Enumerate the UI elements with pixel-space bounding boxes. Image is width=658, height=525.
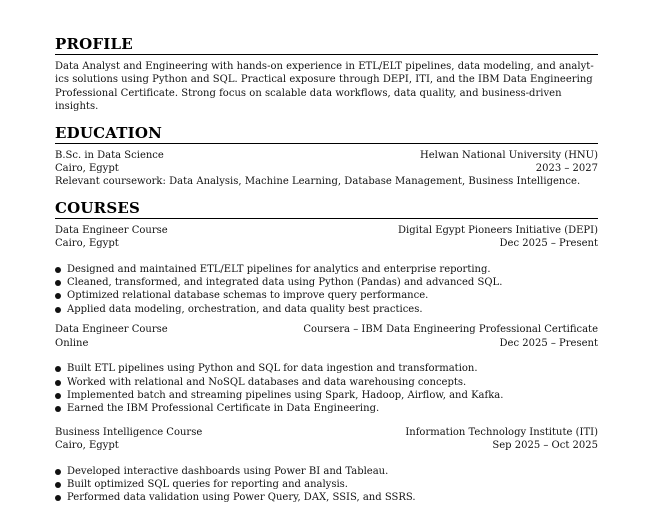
bullet-item <box>55 362 598 375</box>
bullet-item <box>55 376 598 389</box>
bullet-item <box>55 389 598 402</box>
course-dates: Dec 2025 – Present <box>499 337 598 349</box>
education-row-1 <box>55 149 598 162</box>
section-rule <box>55 143 598 144</box>
course-location: Online <box>55 337 89 349</box>
bullet-item <box>55 478 598 491</box>
bullet-text: Cleaned, transformed, and integrated data using Python (Pandas) and advanced SQL. <box>67 277 503 289</box>
bullet-icon <box>55 293 61 299</box>
education-row-2 <box>55 162 598 175</box>
course-title: Business Intelligence Course <box>55 426 203 438</box>
course-entry <box>55 224 598 316</box>
courses-section <box>55 200 598 505</box>
course-bullets <box>55 263 598 317</box>
course-subheader <box>55 237 598 250</box>
bullet-text: Performed data validation using Power Query, DAX, SSIS, and SSRS. <box>67 492 416 504</box>
bullet-icon <box>55 406 61 412</box>
resume-page <box>55 36 598 505</box>
bullet-item <box>55 276 598 289</box>
profile-line: ics solutions using Python and SQL. Practical exposure through DEPI, ITI, and the IBM Data Engineering <box>55 74 593 86</box>
institution: Helwan National University (HNU) <box>420 149 598 161</box>
course-provider: Digital Egypt Pioneers Initiative (DEPI) <box>398 224 598 236</box>
bullet-text: Designed and maintained ETL/ELT pipelines for analytics and enterprise reporting. <box>67 263 491 275</box>
bullet-icon <box>55 307 61 313</box>
profile-heading: PROFILE <box>55 35 133 53</box>
bullet-icon <box>55 366 61 372</box>
profile-line: Data Analyst and Engineering with hands-on experience in ETL/ELT pipelines, data modeling, and analyt- <box>55 61 594 72</box>
bullet-icon <box>55 469 61 475</box>
bullet-text: Built optimized SQL queries for reporting and analysis. <box>67 478 348 490</box>
course-header <box>55 224 598 237</box>
bullet-text: Developed interactive dashboards using Power BI and Tableau. <box>67 465 389 477</box>
bullet-item <box>55 491 598 504</box>
bullet-text: Earned the IBM Professional Certificate in Data Engineering. <box>67 403 380 415</box>
bullet-item <box>55 465 598 478</box>
course-provider: Information Technology Institute (ITI) <box>405 426 598 438</box>
degree: B.Sc. in Data Science <box>55 149 164 161</box>
bullet-item <box>55 303 598 316</box>
course-entry <box>55 426 598 505</box>
bullet-text: Built ETL pipelines using Python and SQL for data ingestion and transformation. <box>67 363 478 375</box>
course-dates: Dec 2025 – Present <box>499 238 598 250</box>
profile-line: Professional Certificate. Strong focus on scalable data workflows, data quality, and business-driven insights. <box>55 87 562 113</box>
bullet-text: Implemented batch and streaming pipelines using Spark, Hadoop, Airflow, and Kafka. <box>67 389 504 401</box>
course-title: Data Engineer Course <box>55 324 168 336</box>
bullet-text: Applied data modeling, orchestration, and data quality best practices. <box>67 303 423 315</box>
bullet-icon <box>55 393 61 399</box>
bullet-item <box>55 263 598 276</box>
course-location: Cairo, Egypt <box>55 238 119 250</box>
bullet-item <box>55 402 598 415</box>
education-section <box>55 125 598 189</box>
bullet-icon <box>55 280 61 286</box>
bullet-icon <box>55 380 61 386</box>
course-bullets <box>55 362 598 416</box>
education-heading: EDUCATION <box>55 123 163 142</box>
bullet-icon <box>55 482 61 488</box>
course-header <box>55 426 598 439</box>
profile-section <box>55 36 598 114</box>
bullet-item <box>55 289 598 302</box>
course-title: Data Engineer Course <box>55 224 168 236</box>
coursework: Relevant coursework: Data Analysis, Machine Learning, Database Management, Business Intelligence. <box>55 176 581 188</box>
bullet-icon <box>55 267 61 273</box>
bullet-text: Worked with relational and NoSQL databases and data warehousing concepts. <box>67 376 467 388</box>
course-subheader <box>55 439 598 452</box>
section-rule <box>55 54 598 55</box>
course-dates: Sep 2025 – Oct 2025 <box>492 440 598 452</box>
section-rule <box>55 218 598 219</box>
bullet-text: Optimized relational database schemas to improve query performance. <box>67 290 429 302</box>
education-dates: 2023 – 2027 <box>535 163 598 175</box>
course-bullets <box>55 465 598 505</box>
education-location: Cairo, Egypt <box>55 163 119 175</box>
course-subheader <box>55 337 598 350</box>
courses-heading: COURSES <box>55 198 141 217</box>
course-location: Cairo, Egypt <box>55 440 119 452</box>
course-entry <box>55 323 598 415</box>
course-provider: Coursera – IBM Data Engineering Professional Certificate <box>303 324 598 336</box>
course-header <box>55 323 598 336</box>
bullet-icon <box>55 495 61 501</box>
